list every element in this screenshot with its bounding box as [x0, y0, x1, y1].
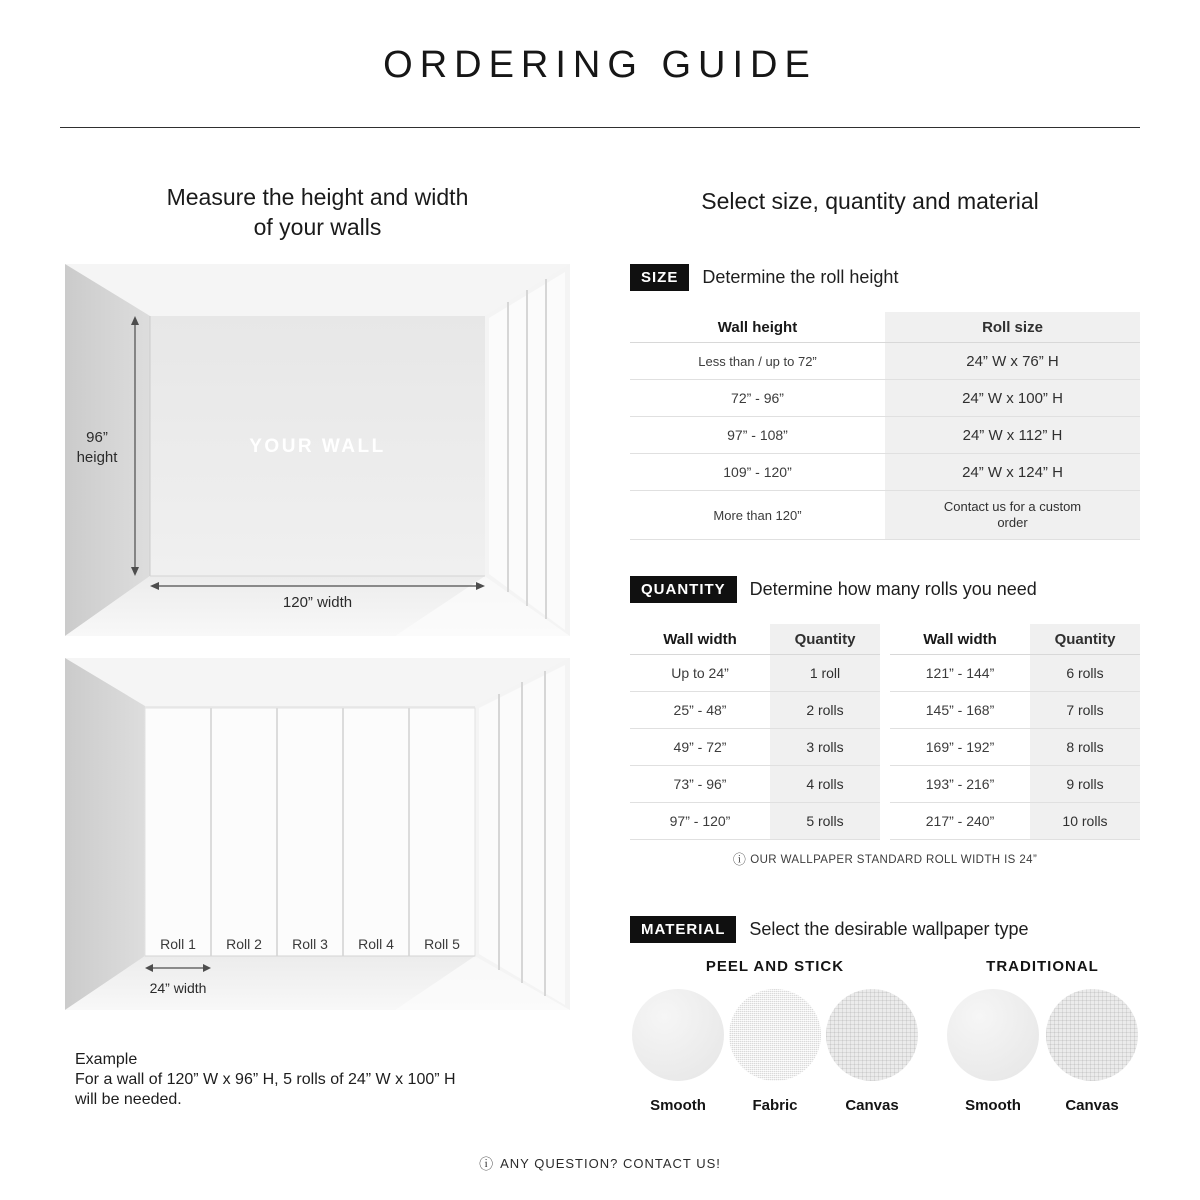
roll-size-value: 24” W x 76” H	[885, 343, 1140, 379]
quantity-value: 3 rolls	[770, 729, 880, 765]
quantity-value: 4 rolls	[770, 766, 880, 802]
peel-and-stick-title: PEEL AND STICK	[705, 958, 845, 975]
roll-width-note	[630, 849, 1140, 868]
wall-width-value: 217” - 240”	[925, 813, 995, 829]
quantity-badge: QUANTITY	[630, 576, 737, 603]
material-caption: Select the desirable wallpaper type	[749, 919, 1029, 939]
wall-height-value: 72” - 96”	[731, 390, 784, 406]
footer-contact-text: ANY QUESTION? CONTACT US!	[500, 1156, 721, 1171]
swatch-item[interactable]	[729, 989, 821, 1114]
traditional-group	[947, 958, 1138, 1114]
swatch-label: Smooth	[965, 1097, 1021, 1114]
quantity-header	[630, 624, 880, 655]
quantity-table	[630, 624, 1140, 840]
footer-contact[interactable]	[0, 1154, 1200, 1174]
info-icon: ⓘ	[732, 852, 747, 867]
size-table	[630, 312, 1140, 540]
col-quantity: Quantity	[770, 624, 880, 654]
smooth-swatch-icon	[632, 989, 724, 1081]
swatch-label: Canvas	[845, 1097, 899, 1114]
wall-width-value: Up to 24”	[671, 665, 729, 681]
swatch-item[interactable]	[1046, 989, 1138, 1114]
info-icon: ⓘ	[479, 1156, 495, 1172]
room-illustration-wall	[65, 264, 570, 636]
swatch-item[interactable]	[826, 989, 918, 1114]
col-wall-width: Wall width	[923, 630, 997, 648]
quantity-row	[890, 655, 1140, 692]
traditional-title: TRADITIONAL	[986, 958, 1099, 975]
roll-size-value	[885, 491, 1140, 539]
room2-drawing	[65, 658, 570, 1010]
room2-left-wall	[65, 658, 145, 1010]
size-caption: Determine the roll height	[702, 267, 899, 287]
wall-height-value: 96”	[86, 429, 108, 446]
quantity-row	[630, 766, 880, 803]
swatch-label: Smooth	[650, 1097, 706, 1114]
measure-heading	[65, 182, 570, 242]
quantity-table-right	[890, 624, 1140, 840]
page-title: ORDERING GUIDE	[383, 44, 817, 86]
quantity-value: 7 rolls	[1030, 692, 1140, 728]
size-badge: SIZE	[630, 264, 689, 291]
fabric-swatch-icon	[729, 989, 821, 1081]
canvas-swatch-icon	[826, 989, 918, 1081]
wall-height-label	[65, 428, 129, 468]
quantity-section-head	[630, 576, 1037, 603]
quantity-value: 1 roll	[770, 655, 880, 691]
quantity-row	[630, 655, 880, 692]
col-wall-height: Wall height	[717, 318, 798, 336]
col-quantity: Quantity	[1030, 624, 1140, 654]
roll-4-label: Roll 4	[358, 936, 394, 952]
quantity-row	[890, 766, 1140, 803]
example-line2: will be needed.	[75, 1091, 182, 1108]
example-line1: For a wall of 120” W x 96” H, 5 rolls of 24” W x 100” H	[75, 1071, 456, 1088]
swatch-item[interactable]	[632, 989, 724, 1114]
col-roll-size: Roll size	[885, 312, 1140, 342]
quantity-row	[890, 729, 1140, 766]
material-section-head	[630, 916, 1029, 943]
quantity-value: 9 rolls	[1030, 766, 1140, 802]
wall-height-value: More than 120”	[713, 507, 802, 523]
roll-width-note-text: OUR WALLPAPER STANDARD ROLL WIDTH IS 24”	[750, 854, 1038, 866]
wall-width-value: 121” - 144”	[925, 665, 995, 681]
wall-height-value: Less than / up to 72”	[698, 353, 817, 369]
peel-and-stick-swatches	[632, 989, 918, 1114]
wall-width-value: 169” - 192”	[925, 739, 995, 755]
wall-width-value: 49” - 72”	[673, 739, 727, 755]
roll-size-value: 24” W x 124” H	[885, 454, 1140, 490]
material-badge: MATERIAL	[630, 916, 736, 943]
wall-width-value: 97” - 120”	[669, 813, 731, 829]
quantity-table-left	[630, 624, 880, 840]
wall-height-value: 97” - 108”	[727, 427, 788, 443]
measure-heading-line1: Measure the height and width	[166, 184, 469, 210]
wall-height-value: 109” - 120”	[723, 464, 792, 480]
wall-width-label: 120” width	[282, 594, 353, 611]
wall-width-value: 25” - 48”	[673, 702, 727, 718]
wall-width-value: 145” - 168”	[925, 702, 995, 718]
peel-and-stick-group	[632, 958, 918, 1114]
quantity-row	[890, 692, 1140, 729]
quantity-row	[630, 729, 880, 766]
wall-height-word: height	[76, 449, 118, 466]
example-block	[75, 1050, 535, 1110]
custom-order-text: Contact us for a custom order	[943, 499, 1082, 530]
col-wall-width: Wall width	[663, 630, 737, 648]
roll-size-value: 24” W x 100” H	[885, 380, 1140, 416]
quantity-value: 6 rolls	[1030, 655, 1140, 691]
quantity-value: 10 rolls	[1030, 803, 1140, 839]
quantity-value: 8 rolls	[1030, 729, 1140, 765]
roll-2-label: Roll 2	[226, 936, 262, 952]
quantity-row	[630, 803, 880, 840]
example-title: Example	[75, 1051, 138, 1068]
canvas-swatch-icon	[1046, 989, 1138, 1081]
quantity-header	[890, 624, 1140, 655]
room-illustration-rolls	[65, 658, 570, 1010]
roll-width-label: 24” width	[149, 980, 207, 996]
quantity-caption: Determine how many rolls you need	[749, 579, 1037, 599]
quantity-row	[890, 803, 1140, 840]
size-table-header	[630, 312, 1140, 343]
roll-3-label: Roll 3	[292, 936, 328, 952]
swatch-label: Fabric	[752, 1097, 798, 1114]
title-divider	[60, 127, 1140, 128]
swatch-label: Canvas	[1065, 1097, 1119, 1114]
traditional-swatches	[947, 989, 1138, 1114]
size-table-row	[630, 417, 1140, 454]
room1-ceiling	[65, 264, 570, 316]
roll-5-label: Roll 5	[424, 936, 460, 952]
swatch-item[interactable]	[947, 989, 1039, 1114]
size-table-row	[630, 454, 1140, 491]
roll-panels	[145, 708, 475, 956]
quantity-value: 5 rolls	[770, 803, 880, 839]
smooth-swatch-icon	[947, 989, 1039, 1081]
wall-width-value: 193” - 216”	[925, 776, 995, 792]
roll-size-value: 24” W x 112” H	[885, 417, 1140, 453]
your-wall-label: YOUR WALL	[249, 436, 386, 457]
size-table-row	[630, 343, 1140, 380]
size-table-row	[630, 380, 1140, 417]
quantity-value: 2 rolls	[770, 692, 880, 728]
quantity-row	[630, 692, 880, 729]
wall-width-value: 73” - 96”	[673, 776, 727, 792]
measure-heading-line2: of your walls	[253, 214, 382, 240]
select-heading: Select size, quantity and material	[701, 188, 1039, 214]
size-table-row	[630, 491, 1140, 540]
roll-1-label: Roll 1	[160, 936, 196, 952]
size-section-head	[630, 264, 898, 291]
